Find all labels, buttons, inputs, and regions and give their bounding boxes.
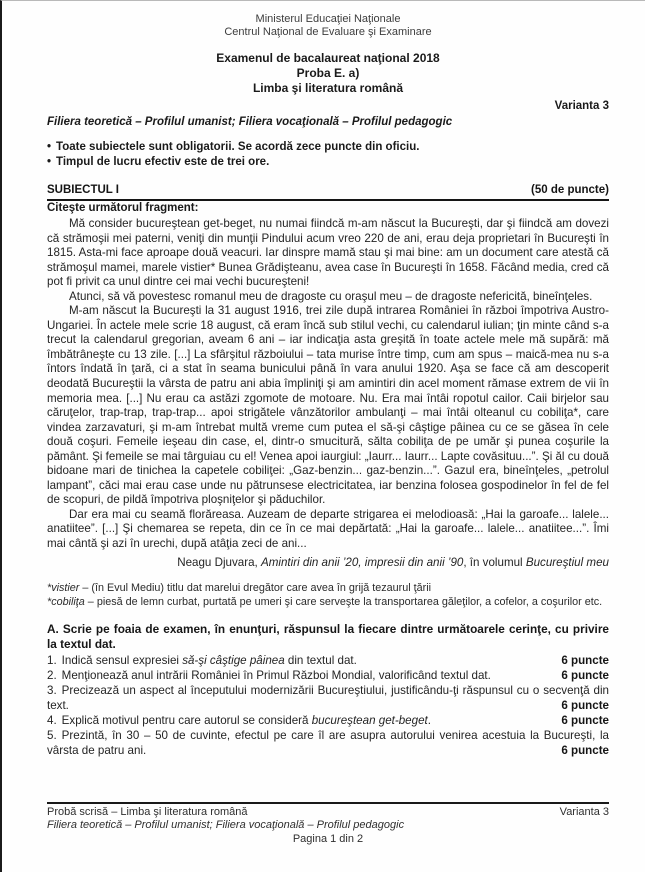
fragment-paragraph-1: Mă consider bucureştean get-beget, nu numai fiindcă m-am născut la Bucureşti, dar şi fiindcă am dovezi că strămoşii mei paterni, veniţi din munţii Pindului acum vreo 220 de ani, erau deja proprietari în Bucureşti în 1815. Asta-mi face aproape două veacuri. Iar dinspre mamă stau şi mai bine: am un document care atestă că strămoşul mamei, marele vistier* Bunea Grădişteanu, avea case în Bucureşti în 1658. Făcând media, cred că pot fi privit ca unul dintre cei mai vechi bucureşteni!	[47, 217, 609, 289]
attribution-connector: , în volumul	[463, 555, 526, 569]
question-number: 3.	[47, 683, 57, 697]
question-number: 4.	[47, 713, 57, 727]
source-attribution	[47, 555, 609, 570]
question-5	[47, 728, 609, 758]
footnote-cobilita	[47, 595, 609, 609]
footnote-vistier	[47, 581, 609, 595]
fragment-paragraph-3: M-am născut la Bucureşti la 31 august 1916, trei zile după intrarea României în război împotriva Austro-Ungariei. În actele mele scrie 18 august, că eram încă sub stilul vechi, cu calendarul iulian; ţin minte când s-a trecut la calendarul gregorian, aveam 6 ani – iar indicaţia asta greşită în toate actele mele mă supără: mă îmbătrâneşte cu 13 zile. [...] La sfârşitul războiului – tata murise între timp, cum am spus – maică-mea nu s-a întors îndată în ţară, ci a stat în seama bunicului până în vara anului 1920. Aşa se face că am descoperit deodată Bucureştii la vârsta de patru ani abia împliniţi şi am amintiri din acel moment rămase extrem de vii în memoria mea. [...] Nu erau ca astăzi zgomote de motoare. Nu. Era mai întâi ropotul cailor. Caii birjelor sau căruţelor, trap-trap, trap-trap... apoi strigătele vânzătorilor ambulanţi – mai întâi olteanul cu cobiliţa*, care vindea zarzavaturi, şi m-am întrebat multă vreme cum putea el să-şi câştige pâinea cu ce se găsea în cele două coşuri. Femeile ieşeau din case, el, dintr-o smucitură, sălta cobiliţa de pe umăr şi punea coşurile la pământ. Şi femeile se mai târguiau cu el! Venea apoi iaurgiul: „Iaurr... Iaurr... Lapte covăsituu...”. Şi ăl cu două bidoane mari de tinichea la capetele cobiliţei: „Gaz-benzin... gaz-benzin...”. Gazul era, bineînţeles, „petrolul lampant”, căci mai erau case unde nu pătrunsese electricitatea, iar benzina folosea gospodinelor în fel de fel de scopuri, de pildă împotriva ploşniţelor şi păduchilor.	[47, 304, 609, 507]
bullet-icon	[47, 156, 56, 168]
instruction-item	[47, 155, 609, 170]
question-list	[47, 653, 609, 758]
footer-top-row	[47, 806, 609, 820]
ministry-name: Ministerul Educaţiei Naţionale	[255, 13, 401, 25]
exam-title: Examenul de bacalaureat naţional 2018	[216, 51, 440, 65]
general-instructions	[47, 140, 609, 170]
footnote-definition: – (în Evul Mediu) titlu dat marelui dregător care avea în grijă tezaurul ţării	[79, 581, 432, 594]
instruction-text: Toate subiectele sunt obligatorii. Se acordă zece puncte din oficiu.	[56, 141, 420, 153]
question-number: 1.	[47, 653, 57, 667]
attribution-work-title: Amintiri din anii ’20, impresii din anii ’90	[261, 555, 464, 569]
attribution-author: Neagu Djuvara,	[177, 555, 261, 569]
subject-1-section	[47, 170, 609, 609]
question-text: Explică motivul pentru care autorul se consideră	[61, 713, 312, 727]
question-2	[47, 668, 609, 683]
subject1-title: SUBIECTUL I	[47, 184, 119, 196]
question-text: Indică sensul expresiei	[61, 653, 183, 667]
exam-subject: Limba şi literatura română	[252, 81, 404, 95]
bullet-icon	[47, 141, 56, 153]
question-points: 6 puncte	[561, 668, 609, 682]
question-text: Menţionează anul intrării României în Primul Război Mondial, valorificând textul dat.	[61, 668, 491, 682]
section-a	[47, 609, 609, 758]
question-number: 5.	[47, 728, 57, 742]
question-4	[47, 713, 609, 728]
attribution-volume-title: Bucureştiul meu	[525, 555, 609, 569]
page-footer	[47, 802, 609, 847]
fragment-paragraph-2: Atunci, să vă povestesc romanul meu de dragoste cu oraşul meu – de dragoste nefericită, bineînţeles.	[69, 289, 593, 303]
question-points: 6 puncte	[561, 698, 609, 712]
question-text-italic: bucureştean get-beget	[311, 713, 428, 727]
question-text: .	[427, 713, 431, 727]
question-text: Precizează un aspect al începutului modernizării Bucureştiului, justificându-ţi răspunsul cu o secvenţă din text.	[47, 683, 609, 712]
question-text-italic: să-şi câştige pâinea	[182, 653, 285, 667]
fragment-paragraph-4: Dar era mai cu seamă florăreasa. Auzeam de departe strigarea ei melodioasă: „Hai la garoafe... lalele... anatiitee”. [...] Şi chemarea se repeta, din ce în ce mai depărtată: „Hai la garoafe... lalele... anatiitee...”. Îmi mai cântă şi azi în urechi, după atâţia zeci de ani...	[47, 507, 609, 551]
footnote-term: *vistier	[47, 581, 80, 594]
text-fragment	[47, 217, 609, 552]
question-points: 6 puncte	[561, 743, 609, 757]
exam-proba: Proba E. a)	[296, 66, 360, 80]
question-text: din textul dat.	[284, 653, 357, 667]
question-3	[47, 683, 609, 713]
question-text: Prezintă, în 30 – 50 de cuvinte, efectul pe care îl are asupra autorului venirea acestuia la Bucureşti, la vârsta de patru ani.	[47, 728, 609, 757]
footer-filiera: Filiera teoretică – Profilul umanist; Filiera vocaţională – Profilul pedagogic	[47, 819, 405, 831]
page-number: Pagina 1 din 2	[292, 832, 364, 845]
page-header	[47, 13, 609, 129]
footnote-term: *cobiliţa	[47, 595, 85, 608]
blank-area	[47, 758, 609, 802]
subject1-header-row	[47, 183, 609, 201]
question-points: 6 puncte	[561, 653, 609, 667]
instruction-item	[47, 140, 609, 155]
section-a-heading: A. Scrie pe foaia de examen, în enunţuri, răspunsul la fiecare dintre următoarele cerinţe, cu privire la textul dat.	[47, 621, 609, 651]
footnote-definition: – piesă de lemn curbat, purtată pe umeri şi care serveşte la transportarea găleţilor, a cofelor, a coşurilor etc.	[84, 595, 603, 608]
header-spacer	[47, 39, 609, 51]
question-number: 2.	[47, 668, 57, 682]
filiera-line: Filiera teoretică – Profilul umanist; Filiera vocaţională – Profilul pedagogic	[47, 116, 453, 128]
footnotes	[47, 581, 609, 609]
instruction-text: Timpul de lucru efectiv este de trei ore.	[56, 156, 270, 168]
footer-variant: Varianta 3	[559, 805, 609, 818]
subject1-points: (50 de puncte)	[531, 184, 609, 196]
question-points: 6 puncte	[561, 713, 609, 727]
variant-label: Varianta 3	[554, 100, 609, 112]
footer-exam-name: Probă scrisă – Limba şi literatura română	[47, 805, 248, 818]
reading-prompt: Citeşte următorul fragment:	[47, 202, 199, 214]
evaluation-center-name: Centrul Naţional de Evaluare şi Examinare	[224, 26, 432, 38]
question-1	[47, 653, 609, 668]
